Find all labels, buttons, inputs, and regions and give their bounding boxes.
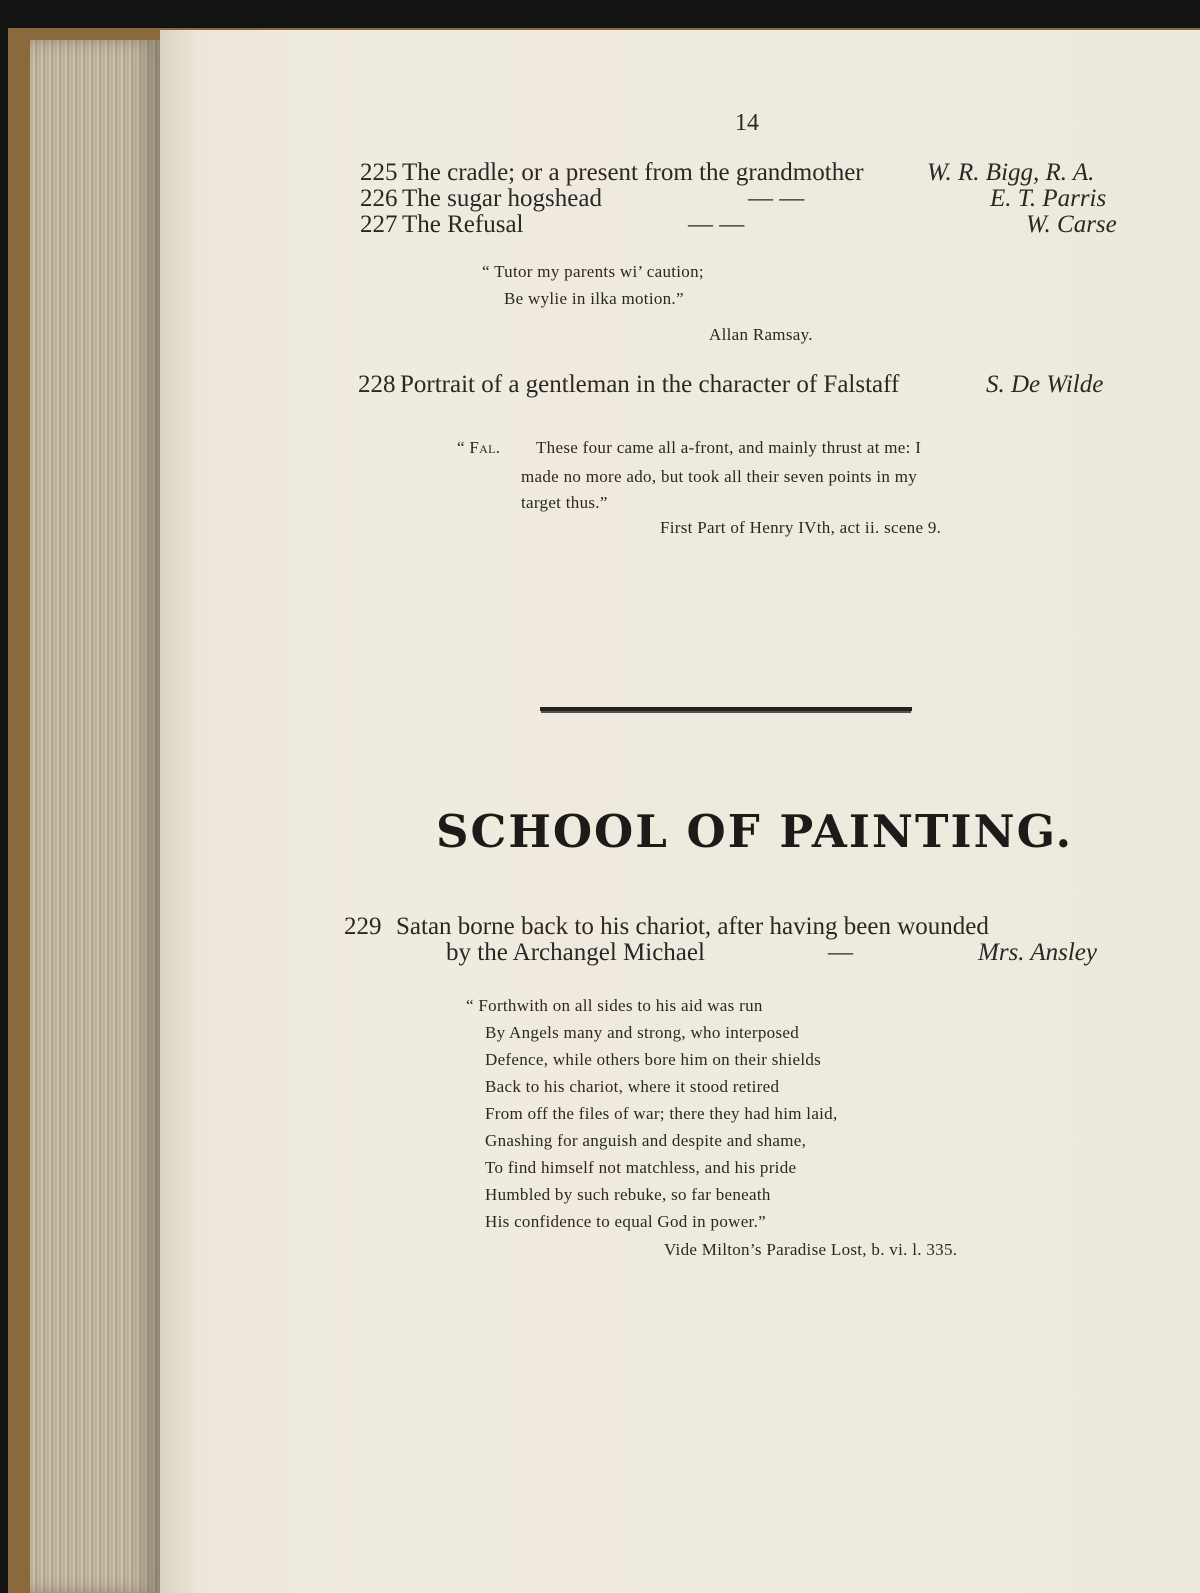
entry-dashes: —: [828, 939, 853, 966]
catalogue-entry: [360, 186, 602, 212]
section-divider: [540, 707, 912, 711]
entry-artist: S. De Wilde: [986, 371, 1104, 398]
entry-number: 228: [358, 371, 396, 398]
section-heading: SCHOOL OF PAINTING.: [436, 805, 1074, 858]
entry-title: Satan borne back to his chariot, after having been wounded: [396, 913, 989, 940]
entry-dashes: — —: [748, 185, 805, 212]
verse-line: By Angels many and strong, who interposed: [485, 1023, 800, 1042]
entry-artist: W. Carse: [1026, 211, 1117, 238]
entry-title: The cradle; or a present from the grandmother: [402, 159, 864, 186]
page-edges: [30, 40, 160, 1593]
quote-line: target thus.”: [521, 493, 608, 512]
catalogue-entry: [358, 372, 899, 398]
quote-attribution: First Part of Henry IVth, act ii. scene 9.: [660, 518, 942, 537]
quote-line: “ Tutor my parents wi’ caution;: [482, 262, 704, 281]
entry-number: 229: [344, 913, 382, 940]
catalogue-entry: [344, 914, 989, 940]
catalogue-entry: [360, 160, 864, 186]
verse-line: From off the files of war; there they had him laid,: [485, 1104, 838, 1123]
verse-line: To find himself not matchless, and his pride: [485, 1158, 797, 1177]
entry-number: 227: [360, 211, 398, 238]
quote-line: made no more ado, but took all their seven points in my: [521, 467, 918, 486]
entry-title: The sugar hogshead: [402, 185, 602, 212]
verse-line: Gnashing for anguish and despite and shame,: [485, 1131, 807, 1150]
entry-number: 226: [360, 185, 398, 212]
entry-title: Portrait of a gentleman in the character of Falstaff: [400, 371, 900, 398]
quote-speaker: “ Fal.: [457, 438, 501, 457]
page-number: 14: [735, 110, 759, 136]
verse-line: His confidence to equal God in power.”: [485, 1212, 766, 1231]
entry-artist: W. R. Bigg, R. A.: [927, 159, 1095, 186]
entry-artist: Mrs. Ansley: [978, 939, 1097, 966]
verse-line: “ Forthwith on all sides to his aid was run: [466, 996, 763, 1015]
verse-line: Humbled by such rebuke, so far beneath: [485, 1185, 771, 1204]
catalogue-entry: [360, 212, 523, 238]
entry-artist: E. T. Parris: [990, 185, 1107, 212]
quote-line: Be wylie in ilka motion.”: [504, 289, 684, 308]
entry-number: 225: [360, 159, 398, 186]
entry-title: The Refusal: [402, 211, 524, 238]
entry-dashes: — —: [688, 211, 745, 238]
entry-title-continued: by the Archangel Michael: [446, 939, 705, 966]
verse-line: Back to his chariot, where it stood retired: [485, 1077, 780, 1096]
quote-line: These four came all a-front, and mainly thrust at me: I: [536, 438, 922, 457]
quote-attribution: Allan Ramsay.: [709, 325, 813, 344]
book-page: [160, 30, 1200, 1593]
verse-line: Defence, while others bore him on their shields: [485, 1050, 822, 1069]
quote-attribution: Vide Milton’s Paradise Lost, b. vi. l. 335.: [664, 1240, 958, 1259]
